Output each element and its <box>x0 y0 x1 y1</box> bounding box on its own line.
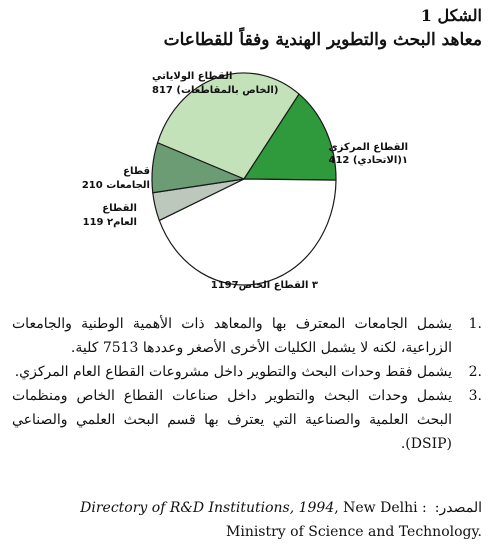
footnote-number: .2 <box>468 364 482 380</box>
footnote-text: يشمل فقط وحدات البحث والتطوير داخل مشروعات القطاع العام المركزي. <box>14 364 452 380</box>
pie-value-university: 210 الجامعات <box>81 180 150 191</box>
pie-value-state: 817 (الخاص بالمقاطعات) <box>152 85 279 96</box>
footnote-2 <box>12 360 482 384</box>
source-line-2 <box>12 520 482 544</box>
figure-label: الشكل 1 <box>420 6 482 25</box>
source-citation <box>12 496 482 544</box>
pie-label-central: القطاع المركزي <box>328 142 408 153</box>
pie-value-public: 119 العام٢ <box>82 217 137 228</box>
pie-label-university: قطاع <box>123 166 150 177</box>
pie-label-state: القطاع الولاياتي <box>152 71 233 82</box>
pie-label-private: 1197٣ القطاع الخاص <box>210 280 318 291</box>
figure-title: معاهد البحث والتطوير الهندية وفقاً للقطاعات <box>163 30 482 50</box>
source-line-1 <box>12 496 482 520</box>
pie-label-public: القطاع <box>102 203 137 214</box>
source-publisher: Ministry of Science and Technology. <box>226 524 482 540</box>
footnote-1 <box>12 312 482 360</box>
footnote-text: يشمل وحدات البحث والتطوير داخل صناعات القطاع الخاص ومنظمات البحث العلمية والصناعية التي يعترف بها قسم البحث العلمي والصناعي (DSIP). <box>12 388 452 452</box>
source-title: Directory of R&D Institutions, 1994 <box>80 500 335 516</box>
footnote-number: .1 <box>468 316 482 332</box>
footnotes <box>12 312 482 456</box>
footnote-3 <box>12 384 482 456</box>
footnote-text: يشمل الجامعات المعترف بها والمعاهد ذات الأهمية الوطنية والجامعات الزراعية، لكنه لا يشمل الكليات الأخرى الأصغر وعددها 7513 كلية. <box>12 316 452 356</box>
pie-slices <box>152 73 336 285</box>
source-label: المصدر: <box>434 500 482 516</box>
source-reference <box>80 496 427 520</box>
pie-value-central: 412 (الاتحادي)١ <box>328 155 408 166</box>
footnote-number: .3 <box>468 388 482 404</box>
source-place: , New Delhi : <box>334 500 427 516</box>
